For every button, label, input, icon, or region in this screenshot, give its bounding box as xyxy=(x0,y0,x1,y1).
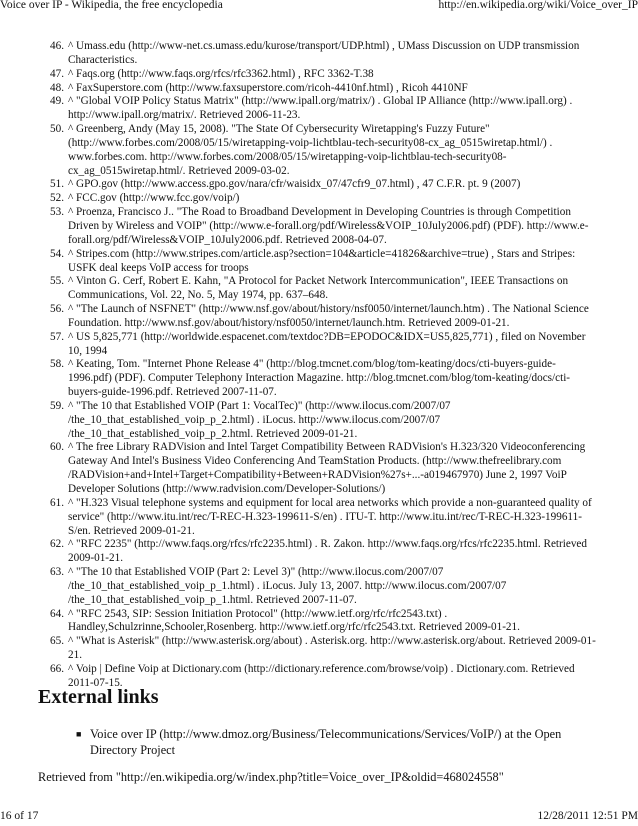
reference-number: 52. xyxy=(50,192,64,205)
reference-item xyxy=(38,82,598,96)
references-list xyxy=(38,40,598,691)
reference-number: 65. xyxy=(50,635,64,648)
reference-number: 51. xyxy=(50,178,64,191)
reference-number: 62. xyxy=(50,538,64,551)
reference-item xyxy=(38,40,598,68)
reference-number: 57. xyxy=(50,330,64,343)
external-link-text[interactable]: Voice over IP (http://www.dmoz.org/Business/Telecommunications/Services/VoIP/) at the Open Directory Project xyxy=(90,727,562,757)
reference-number: 46. xyxy=(50,40,64,52)
reference-text[interactable]: ^ "The 10 that Established VOIP (Part 1: VocalTec)" (http://www.ilocus.com/2007/07 /the_10_that_established_voip_p_2.html) . iLocus. http://www.ilocus.com/2007/07 /the_10_that_established_voip_p_2.html. Retrieved 2009-01-21. xyxy=(68,399,451,440)
reference-number: 56. xyxy=(50,303,64,316)
reference-text[interactable]: ^ Vinton G. Cerf, Robert E. Kahn, "A Protocol for Packet Network Intercommunication", IEEE Transactions on Communications, Vol. 22, No. 5, May 1974, pp. 637–648. xyxy=(68,275,569,302)
reference-item xyxy=(38,123,598,178)
reference-number: 60. xyxy=(50,441,64,454)
reference-text[interactable]: ^ "The Launch of NSFNET" (http://www.nsf.gov/about/history/nsf0050/internet/launch.htm) . The National Science Foundation. http://www.nsf.gov/about/history/nsf0050/internet/launch.htm. Retrieved 2009-01-21. xyxy=(68,303,589,329)
reference-number: 63. xyxy=(50,566,64,579)
reference-text[interactable]: ^ "H.323 Visual telephone systems and equipment for local area networks which provide a non-guaranteed quality of service" (http://www.itu.int/rec/T-REC-H.323-199611-S/en) . ITU-T. http://www.itu.int/rec/T-REC-H.323-199611-S/en. Retrieved 2009-01-21. xyxy=(68,496,592,537)
reference-number: 59. xyxy=(50,399,64,412)
reference-item xyxy=(38,192,598,206)
reference-number: 49. xyxy=(50,95,64,108)
page-header-title: Voice over IP - Wikipedia, the free encyclopedia xyxy=(0,0,223,11)
reference-item xyxy=(38,68,598,82)
print-datetime: 12/28/2011 12:51 PM xyxy=(537,810,638,822)
reference-text[interactable]: ^ Greenberg, Andy (May 15, 2008). "The State Of Cybersecurity Wiretapping's Fuzzy Future" (http://www.forbes.com/2008/05/15/wiretapping-voip-lichtblau-tech-security08-cx_ag_0515wiretap.html/) . www.forbes.com. http://www.forbes.com/2008/05/15/wiretapping-voip-lichtblau-tech-security08-cx_ag_0515wiretap.html/. Retrieved 2009-03-02. xyxy=(68,123,553,177)
reference-item xyxy=(38,178,598,192)
reference-item xyxy=(38,400,598,442)
reference-text[interactable]: ^ US 5,825,771 (http://worldwide.espacenet.com/textdoc?DB=EPODOC&IDX=US5,825,771) , filed on November 10, 1994 xyxy=(68,330,586,357)
reference-number: 47. xyxy=(50,67,64,80)
reference-number: 64. xyxy=(50,607,64,620)
reference-text[interactable]: ^ "RFC 2543, SIP: Session Initiation Protocol" (http://www.ietf.org/rfc/rfc2543.txt) . Handley,Schulzrinne,Schooler,Rosenberg. http://www.ietf.org/rfc/rfc2543.txt. Retrieved 2009-01-21. xyxy=(68,607,520,634)
reference-text[interactable]: ^ "Global VOIP Policy Status Matrix" (http://www.ipall.org/matrix/) . Global IP Alliance (http://www.ipall.org) . http://www.ipall.org/matrix/. Retrieved 2006-11-23. xyxy=(68,95,573,122)
reference-number: 48. xyxy=(50,81,64,94)
reference-number: 55. xyxy=(50,275,64,288)
external-links-list xyxy=(76,727,576,758)
reference-text[interactable]: ^ Keating, Tom. "Internet Phone Release 4" (http://blog.tmcnet.com/blog/tom-keating/docs/cti-buyers-guide-1996.pdf) (PDF). Computer Telephony Interaction Magazine. http://blog.tmcnet.com/blog/tom-keating/docs/cti-buyers-guide-1996.pdf. Retrieved 2007-11-07. xyxy=(68,358,571,399)
page-number: 16 of 17 xyxy=(0,810,39,822)
reference-text[interactable]: ^ Stripes.com (http://www.stripes.com/article.asp?section=104&article=41826&archive=true) , Stars and Stripes: USFK deal keeps VoIP access for troops xyxy=(68,247,576,274)
reference-text[interactable]: ^ Umass.edu (http://www-net.cs.umass.edu/kurose/transport/UDP.html) , UMass Discussion on UDP transmission Characteristics. xyxy=(68,40,580,66)
reference-text[interactable]: ^ "The 10 that Established VOIP (Part 2: Level 3)" (http://www.ilocus.com/2007/07 /the_10_that_established_voip_p_1.html) . iLocus. July 13, 2007. http://www.ilocus.com/2007/07 /the_10_that_established_voip_p_1.html. Retrieved 2007-11-07. xyxy=(68,566,507,606)
reference-number: 50. xyxy=(50,123,64,136)
bullet-icon: ■ xyxy=(76,729,82,739)
reference-number: 66. xyxy=(50,662,64,675)
reference-text[interactable]: ^ The free Library RADVision and Intel Target Compatibility Between RADVision's H.323/320 Videoconferencing Gateway And Intel's Business Video Conferencing And TeamStation Products. (http://www.thefreelibrary.com /RADVision+and+Intel+Target+Compatibility+Between+RADVision%27s+...-a019467970) June 2, 1997 VoiP Developer Solutions (http://www.radvision.com/Developer-Solutions/) xyxy=(68,441,586,495)
reference-text[interactable]: ^ Faqs.org (http://www.faqs.org/rfcs/rfc3362.html) , RFC 3362-T.38 xyxy=(68,67,374,80)
reference-item xyxy=(38,248,598,276)
reference-text[interactable]: ^ Voip | Define Voip at Dictionary.com (http://dictionary.reference.com/browse/voip) . Dictionary.com. Retrieved 2011-07-15. xyxy=(68,662,575,689)
external-links-heading: External links xyxy=(38,686,159,708)
reference-item xyxy=(38,538,598,566)
reference-item xyxy=(38,635,598,663)
reference-text[interactable]: ^ FCC.gov (http://www.fcc.gov/voip/) xyxy=(68,192,240,205)
retrieved-from-text: Retrieved from "http://en.wikipedia.org/w/index.php?title=Voice_over_IP&oldid=468024558" xyxy=(38,770,504,784)
external-link-item[interactable] xyxy=(76,727,576,758)
page-header-url: http://en.wikipedia.org/wiki/Voice_over_IP xyxy=(438,0,638,11)
reference-number: 53. xyxy=(50,206,64,219)
reference-text[interactable]: ^ GPO.gov (http://www.access.gpo.gov/nara/cfr/waisidx_07/47cfr9_07.html) , 47 C.F.R. pt. 9 (2007) xyxy=(68,178,521,191)
reference-item xyxy=(38,303,598,331)
reference-item xyxy=(38,497,598,539)
reference-item xyxy=(38,95,598,123)
reference-item xyxy=(38,331,598,359)
reference-item xyxy=(38,206,598,248)
reference-item xyxy=(38,608,598,636)
reference-text[interactable]: ^ "What is Asterisk" (http://www.asterisk.org/about) . Asterisk.org. http://www.asterisk.org/about. Retrieved 2009-01-21. xyxy=(68,635,596,662)
reference-item xyxy=(38,566,598,608)
reference-number: 54. xyxy=(50,247,64,260)
reference-item xyxy=(38,275,598,303)
reference-item xyxy=(38,441,598,496)
reference-text[interactable]: ^ "RFC 2235" (http://www.faqs.org/rfcs/rfc2235.html) . R. Zakon. http://www.faqs.org/rfcs/rfc2235.html. Retrieved 2009-01-21. xyxy=(68,538,587,565)
reference-text[interactable]: ^ FaxSuperstore.com (http://www.faxsuperstore.com/ricoh-4410nf.html) , Ricoh 4410NF xyxy=(68,81,468,94)
reference-item xyxy=(38,358,598,400)
reference-text[interactable]: ^ Proenza, Francisco J.. "The Road to Broadband Development in Developing Countries is through Competition Driven by Wireless and VOIP" (http://www.e-forall.org/pdf/Wireless&VOIP_10July2006.pdf) (PDF). http://www.e-forall.org/pdf/Wireless&VOIP_10July2006.pdf. Retrieved 2008-04-07. xyxy=(68,206,589,246)
reference-number: 61. xyxy=(50,496,64,509)
reference-number: 58. xyxy=(50,358,64,371)
